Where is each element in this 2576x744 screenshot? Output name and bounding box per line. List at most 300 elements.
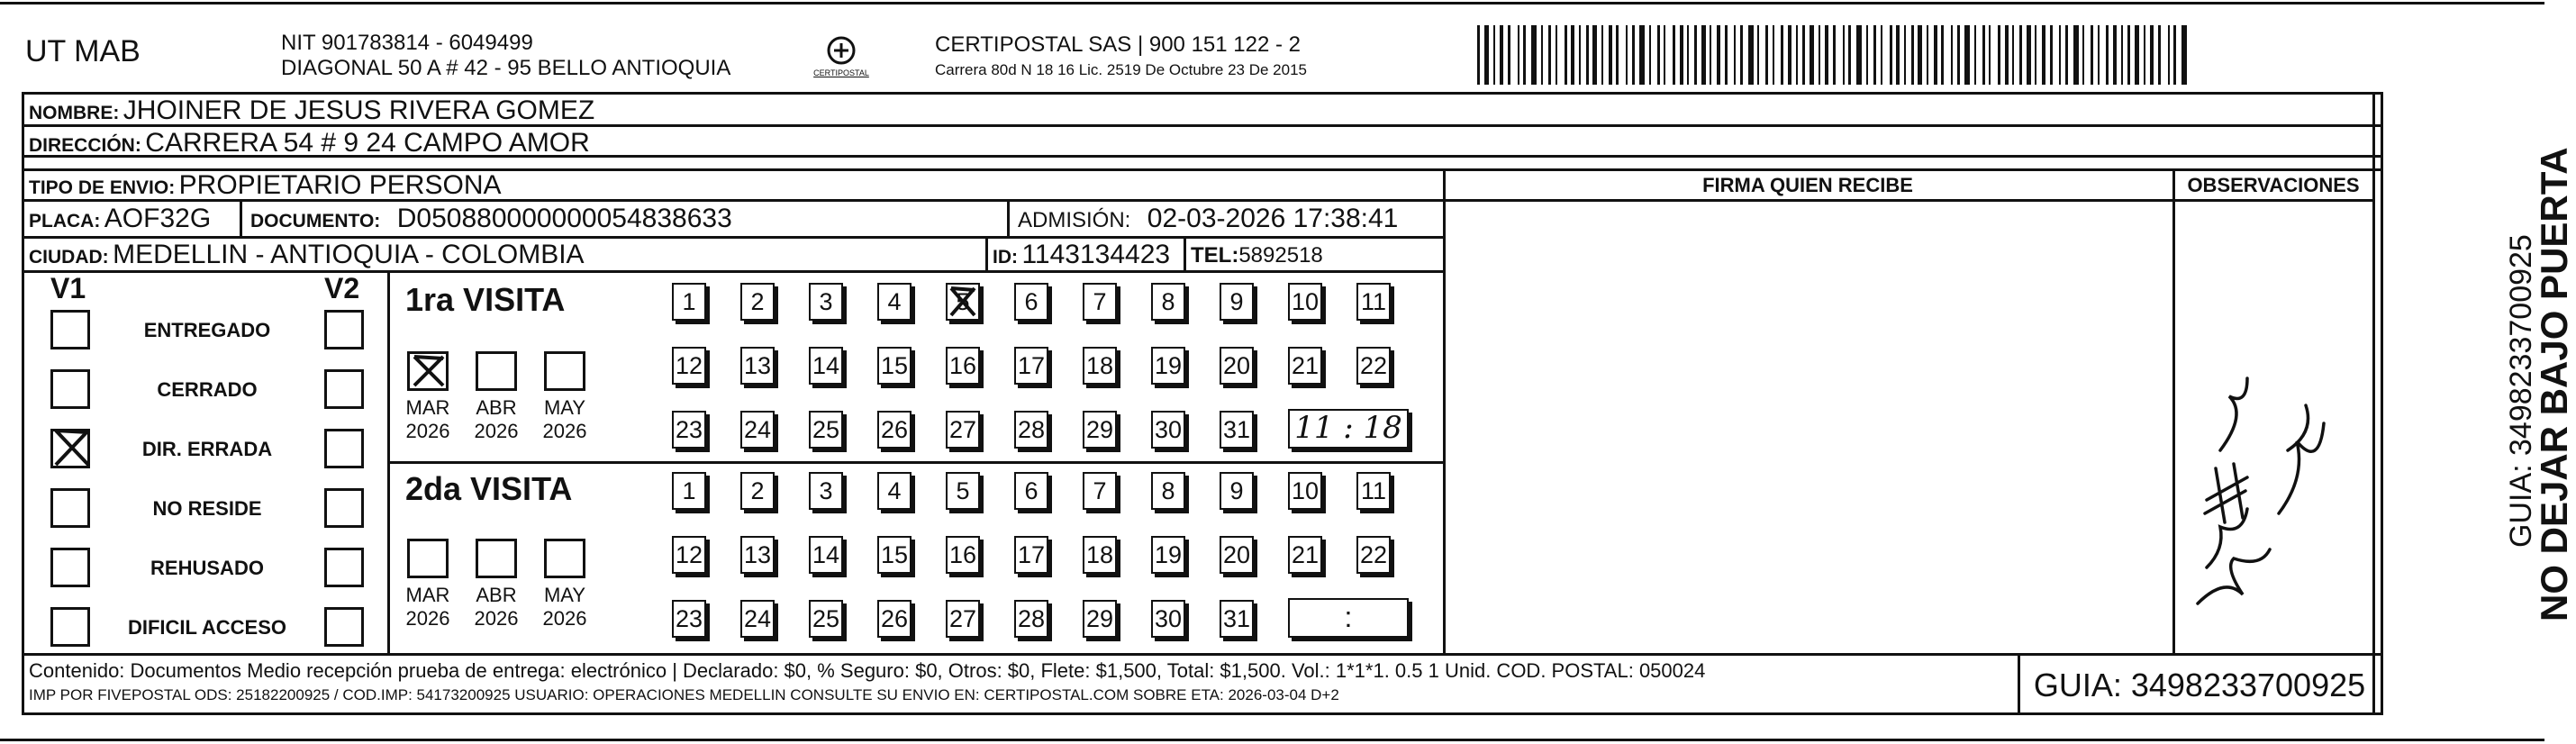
visit2-time[interactable]: : (1288, 598, 1409, 638)
day-number: 24 (743, 605, 772, 632)
day-number: 8 (1161, 477, 1175, 504)
day-number: 24 (743, 416, 772, 443)
tel-label: TEL: (1191, 243, 1239, 268)
barcode-bar (1866, 25, 1868, 85)
v2-checkbox[interactable] (324, 607, 364, 647)
barcode-bar (1673, 25, 1675, 85)
day-number: 10 (1291, 477, 1320, 504)
day-number: 29 (1085, 416, 1114, 443)
visit1-day[interactable] (1288, 283, 1322, 321)
visit1-day[interactable] (809, 411, 843, 449)
visit2-month-checkbox[interactable] (476, 539, 517, 578)
barcode-bar (2005, 25, 2009, 85)
carrier-info (935, 32, 1307, 79)
visit2-day[interactable] (809, 600, 843, 638)
visit1-day[interactable] (1083, 347, 1117, 385)
day-number: 18 (1085, 541, 1114, 568)
visit1-month-checkmark (411, 353, 447, 389)
visit2-month-checkbox[interactable] (407, 539, 449, 578)
barcode-bar (2065, 25, 2068, 85)
certipostal-logo (814, 32, 868, 86)
visit2-day[interactable] (946, 536, 980, 574)
visit1-month-checkbox[interactable] (544, 351, 585, 391)
barcode-bar (2059, 25, 2061, 85)
visit2-day[interactable] (1220, 472, 1254, 510)
barcode-bar (1548, 25, 1551, 85)
barcode-bar (1592, 25, 1597, 85)
barcode-bar (1957, 25, 1960, 85)
id-value: 1143134423 (1021, 240, 1171, 269)
day-number: 8 (1161, 288, 1175, 315)
barcode-bar (1734, 25, 1736, 85)
visit2-day[interactable] (809, 472, 843, 510)
v2-checkbox[interactable] (324, 488, 364, 528)
day-number: 29 (1085, 605, 1114, 632)
barcode-bar (1649, 25, 1651, 85)
day-number: 25 (812, 416, 840, 443)
barcode-bar (1802, 25, 1805, 85)
day-number: 4 (887, 288, 902, 315)
barcode-bar (1927, 25, 1928, 85)
barcode-bar (1765, 25, 1768, 85)
day-number: 4 (887, 477, 902, 504)
barcode-bar (1856, 25, 1862, 85)
barcode-bar (1911, 25, 1914, 85)
visit1-day[interactable] (946, 347, 980, 385)
day-number: 6 (1024, 477, 1039, 504)
visit2-day[interactable] (740, 536, 775, 574)
day-number: 25 (812, 605, 840, 632)
v2-header: V2 (324, 272, 360, 304)
visit1-day[interactable] (1151, 411, 1185, 449)
barcode-bar (1680, 25, 1683, 85)
day-number: 1 (682, 477, 696, 504)
barcode-bar (2073, 25, 2079, 85)
day-number: 16 (948, 352, 977, 379)
handwritten-observation (2180, 333, 2351, 631)
visit2-day[interactable] (1014, 600, 1048, 638)
v2-checkbox[interactable] (324, 429, 364, 468)
barcode-bar (2121, 25, 2123, 85)
documento-cell (250, 204, 732, 234)
day-number: 26 (880, 605, 909, 632)
visit1-day[interactable] (877, 283, 912, 321)
month-name: MAY (543, 584, 586, 606)
visit1-day[interactable] (1014, 411, 1048, 449)
month-name: MAR (405, 396, 450, 419)
visit1-day[interactable] (1356, 347, 1391, 385)
barcode-bar (1586, 25, 1589, 85)
visit1-day[interactable] (740, 347, 775, 385)
footer-print-info: IMP POR FIVEPOSTAL ODS: 25182200925 / COD.IMP: 54173200925 USUARIO: OPERACIONES MEDELLIN CONSULTE SU ENVIO EN: CERTIPOSTAL.COM SOBRE ETA: 2026-03-04 D+2 (29, 686, 1339, 703)
side-guia: GUIA: 3498233700925 (2504, 234, 2538, 548)
visit2-day[interactable] (1151, 472, 1185, 510)
tel-cell (1191, 243, 1323, 268)
visit1-day[interactable] (740, 283, 775, 321)
day-number: 10 (1291, 288, 1320, 315)
visit2-day[interactable] (740, 600, 775, 638)
direccion-value: CARRERA 54 # 9 24 CAMPO AMOR (145, 128, 590, 158)
barcode-bar (2042, 25, 2045, 85)
visit1-day[interactable] (672, 283, 706, 321)
admision-cell (1018, 204, 1398, 234)
visit1-month-label (467, 396, 526, 443)
day-number: 23 (675, 605, 703, 632)
visit2-month-label (535, 584, 594, 631)
barcode-bar (2113, 25, 2117, 85)
day-number: 16 (948, 541, 977, 568)
visit2-day[interactable] (877, 472, 912, 510)
visit1-day[interactable] (1220, 411, 1254, 449)
month-year: 2026 (474, 420, 519, 442)
day-number: 20 (1222, 541, 1251, 568)
month-name: ABR (476, 396, 517, 419)
visit1-month-label (398, 396, 458, 443)
month-year: 2026 (542, 420, 587, 442)
visit1-day[interactable] (1288, 347, 1322, 385)
day-number: 3 (819, 288, 833, 315)
visit1-day[interactable] (672, 411, 706, 449)
visit1-day[interactable] (1220, 347, 1254, 385)
visit2-day[interactable] (946, 600, 980, 638)
day-number: 15 (880, 541, 909, 568)
visit1-day[interactable] (809, 283, 843, 321)
day-number: 27 (948, 416, 977, 443)
visit2-month-label (467, 584, 526, 631)
placa-value: AOF32G (104, 204, 212, 233)
visit1-day[interactable] (1014, 347, 1048, 385)
day-number: 26 (880, 416, 909, 443)
barcode-bar (1881, 25, 1882, 85)
barcode-bar (2098, 25, 2100, 85)
v2-checkbox[interactable] (324, 310, 364, 349)
barcode-bar (1710, 25, 1711, 85)
barcode (1477, 25, 2198, 85)
visit2-day[interactable] (1356, 536, 1391, 574)
barcode-bar (2082, 25, 2084, 85)
barcode-bar (1941, 25, 1944, 85)
visit1-day-checkmark (948, 285, 978, 319)
visit2-day[interactable] (672, 536, 706, 574)
barcode-bar (1757, 25, 1759, 85)
day-number: 30 (1154, 605, 1183, 632)
day-number: 28 (1017, 416, 1046, 443)
barcode-bar (1998, 25, 2000, 85)
barcode-bar (1781, 25, 1783, 85)
barcode-bar (2050, 25, 2053, 85)
day-number: 23 (675, 416, 703, 443)
visit2-title: 2da VISITA (405, 470, 573, 507)
day-number: 3 (819, 477, 833, 504)
v2-checkbox[interactable] (324, 369, 364, 409)
barcode-bar (1657, 25, 1660, 85)
tel-value: 5892518 (1238, 243, 1323, 268)
barcode-bar (2144, 25, 2145, 85)
direccion-label: DIRECCIÓN: (29, 135, 141, 156)
barcode-bar (1964, 25, 1970, 85)
barcode-bar (1556, 25, 1557, 85)
visit1-month-checkbox[interactable] (476, 351, 517, 391)
visit1-day[interactable] (1083, 411, 1117, 449)
status-label: NO RESIDE (152, 497, 262, 520)
nombre-row (29, 95, 594, 126)
barcode-bar (1632, 25, 1635, 85)
barcode-bar (1890, 25, 1892, 85)
barcode-bar (2135, 25, 2139, 85)
v1-checkmark (52, 427, 92, 468)
barcode-bar (1951, 25, 1953, 85)
visit2-day[interactable] (740, 472, 775, 510)
barcode-bar (1904, 25, 1906, 85)
barcode-bar (1523, 25, 1526, 85)
barcode-bar (1694, 25, 1697, 85)
day-number: 22 (1359, 352, 1388, 379)
day-number: 5 (956, 477, 970, 504)
barcode-bar (1989, 25, 1991, 85)
visit2-day[interactable] (1220, 600, 1254, 638)
v1-checkbox[interactable] (50, 310, 90, 349)
visit2-day[interactable] (1014, 536, 1048, 574)
barcode-bar (2106, 25, 2109, 85)
barcode-bar (1609, 25, 1612, 85)
barcode-bar (2150, 25, 2154, 85)
day-number: 22 (1359, 541, 1388, 568)
barcode-bar (1477, 25, 1480, 85)
v2-checkbox[interactable] (324, 548, 364, 587)
barcode-bar (2091, 25, 2093, 85)
visit2-day[interactable] (946, 472, 980, 510)
status-label: DIR. ERRADA (141, 438, 273, 460)
admision-label: ADMISIÓN: (1018, 208, 1131, 232)
status-label: DIFICIL ACCESO (127, 616, 286, 639)
visit1-time[interactable] (1288, 409, 1409, 449)
carrier-license: Carrera 80d N 18 16 Lic. 2519 De Octubre 23 De 2015 (935, 61, 1307, 78)
barcode-bar (2027, 25, 2031, 85)
visit2-day[interactable] (1151, 536, 1185, 574)
barcode-bar (1974, 25, 1976, 85)
day-number: 7 (1093, 477, 1107, 504)
visit1-title: 1ra VISITA (405, 281, 566, 318)
barcode-bar (1717, 25, 1720, 85)
tipo-label: TIPO DE ENVIO: (29, 177, 176, 198)
barcode-bar (1748, 25, 1754, 85)
visit1-day[interactable] (1220, 283, 1254, 321)
status-label: CERRADO (157, 378, 258, 401)
footer-contents: Contenido: Documentos Medio recepción prueba de entrega: electrónico | Declarado: $0, % Seguro: $0, Otros: $0, Flete: $1,500, Total: $1,500. Vol.: 1*1*1. 0.5 1 Unid. COD. POSTAL: 050024 (29, 659, 1706, 682)
day-number: 18 (1085, 352, 1114, 379)
sender-nit: NIT 901783814 - 6049499 (281, 31, 533, 55)
v1-header: V1 (50, 272, 86, 304)
footer-guia: GUIA: 3498233700925 (2033, 667, 2366, 703)
barcode-bar (2168, 25, 2170, 85)
visit2-day[interactable] (1151, 600, 1185, 638)
barcode-bar (1848, 25, 1851, 85)
v1-checkbox[interactable] (50, 607, 90, 647)
barcode-bar (1873, 25, 1876, 85)
tipo-value: PROPIETARIO PERSONA (178, 170, 502, 200)
day-number: 1 (682, 288, 696, 315)
visit2-day[interactable] (1083, 472, 1117, 510)
id-cell (993, 240, 1170, 270)
sender-info (281, 31, 730, 81)
day-number: 12 (675, 352, 703, 379)
barcode-bar (1616, 25, 1619, 85)
day-number: 19 (1154, 352, 1183, 379)
visit2-day[interactable] (672, 472, 706, 510)
month-name: MAR (405, 584, 450, 606)
visit1-day[interactable] (1083, 283, 1117, 321)
day-number: 27 (948, 605, 977, 632)
day-number: 9 (1229, 288, 1244, 315)
visit2-month-label (398, 584, 458, 631)
day-number: 17 (1017, 541, 1046, 568)
visit2-day[interactable] (1288, 472, 1322, 510)
sender-address: DIAGONAL 50 A # 42 - 95 BELLO ANTIOQUIA (281, 56, 731, 80)
day-number: 2 (750, 477, 765, 504)
documento-value: D050880000000054838633 (396, 204, 732, 233)
visit2-day[interactable] (1083, 536, 1117, 574)
logo-icon (814, 32, 868, 86)
logo-text: CERTIPOSTAL (813, 68, 869, 77)
barcode-bar (1819, 25, 1820, 85)
day-number: 9 (1229, 477, 1244, 504)
barcode-bar (1664, 25, 1665, 85)
day-number: 19 (1154, 541, 1183, 568)
barcode-bar (1796, 25, 1798, 85)
barcode-bar (1571, 25, 1574, 85)
day-number: 14 (812, 541, 840, 568)
status-label: ENTREGADO (143, 319, 271, 341)
day-number: 11 (1360, 288, 1387, 315)
v1-checkbox[interactable] (50, 548, 90, 587)
v1-checkbox[interactable] (50, 488, 90, 528)
admision-value: 02-03-2026 17:38:41 (1147, 204, 1399, 233)
barcode-bar (1725, 25, 1728, 85)
visit2-day[interactable] (1083, 600, 1117, 638)
day-number: 12 (675, 541, 703, 568)
day-number: 17 (1017, 352, 1046, 379)
placa-label: PLACA: (29, 211, 101, 231)
month-year: 2026 (542, 607, 587, 630)
barcode-bar (1788, 25, 1791, 85)
barcode-bar (1843, 25, 1845, 85)
v1-checkbox[interactable] (50, 369, 90, 409)
day-number: 28 (1017, 605, 1046, 632)
day-number: 6 (1024, 288, 1039, 315)
barcode-bar (1833, 25, 1836, 85)
observaciones-header: OBSERVACIONES (2187, 174, 2360, 196)
day-number: 20 (1222, 352, 1251, 379)
barcode-bar (1639, 25, 1645, 85)
day-number: 21 (1291, 352, 1320, 379)
tipo-row (29, 170, 502, 201)
ciudad-value: MEDELLIN - ANTIOQUIA - COLOMBIA (113, 240, 585, 269)
visit1-day[interactable] (672, 347, 706, 385)
day-number: 31 (1222, 605, 1251, 632)
visit1-day[interactable] (877, 411, 912, 449)
barcode-bar (1896, 25, 1900, 85)
day-number: 30 (1154, 416, 1183, 443)
barcode-bar (1773, 25, 1774, 85)
documento-label: DOCUMENTO: (250, 211, 381, 231)
barcode-bar (1541, 25, 1543, 85)
barcode-bar (1687, 25, 1689, 85)
barcode-bar (1500, 25, 1503, 85)
month-year: 2026 (405, 607, 450, 630)
barcode-bar (1531, 25, 1537, 85)
visit2-day[interactable] (1356, 472, 1391, 510)
visit2-day[interactable] (672, 600, 706, 638)
day-number: 2 (750, 288, 765, 315)
carrier-name: CERTIPOSTAL SAS | 900 151 122 - 2 (935, 32, 1301, 57)
visit2-day[interactable] (877, 536, 912, 574)
barcode-bar (1934, 25, 1937, 85)
barcode-bar (1565, 25, 1567, 85)
day-number: 13 (743, 541, 772, 568)
visit2-day[interactable] (1288, 536, 1322, 574)
day-number: 5 (956, 288, 970, 315)
barcode-bar (1810, 25, 1814, 85)
visit1-month-label (535, 396, 594, 443)
month-year: 2026 (474, 607, 519, 630)
barcode-bar (1493, 25, 1495, 85)
placa-cell (29, 204, 211, 234)
visit2-day[interactable] (877, 600, 912, 638)
status-label: REHUSADO (150, 557, 264, 579)
barcode-bar (1508, 25, 1510, 85)
visit2-day[interactable] (809, 536, 843, 574)
barcode-bar (1740, 25, 1743, 85)
day-number: 7 (1093, 288, 1107, 315)
day-number: 14 (812, 352, 840, 379)
visit1-day[interactable] (877, 347, 912, 385)
day-number: 11 (1360, 477, 1387, 504)
barcode-bar (1601, 25, 1603, 85)
month-name: ABR (476, 584, 517, 606)
barcode-bar (1579, 25, 1581, 85)
barcode-bar (2181, 25, 2187, 85)
visit1-day[interactable] (740, 411, 775, 449)
barcode-bar (1825, 25, 1828, 85)
ciudad-label: CIUDAD: (29, 247, 109, 268)
barcode-bar (1518, 25, 1519, 85)
barcode-bar (2035, 25, 2036, 85)
day-number: 21 (1291, 541, 1320, 568)
visit1-day[interactable] (1151, 283, 1185, 321)
day-number: 15 (880, 352, 909, 379)
visit1-day[interactable] (809, 347, 843, 385)
nombre-value: JHOINER DE JESUS RIVERA GOMEZ (122, 95, 595, 125)
barcode-bar (1484, 25, 1489, 85)
visit1-time-value: 11 : 18 (1294, 410, 1402, 446)
visit2-month-checkbox[interactable] (544, 539, 585, 578)
visit2-day[interactable] (1220, 536, 1254, 574)
visit2-day[interactable] (1014, 472, 1048, 510)
barcode-bar (1626, 25, 1628, 85)
barcode-bar (2173, 25, 2176, 85)
visit1-day[interactable] (946, 411, 980, 449)
ciudad-cell (29, 240, 585, 270)
barcode-bar (2127, 25, 2130, 85)
visit1-day[interactable] (1014, 283, 1048, 321)
day-number: 13 (743, 352, 772, 379)
visit1-day[interactable] (1151, 347, 1185, 385)
day-number: 31 (1222, 416, 1251, 443)
visit1-day[interactable] (1356, 283, 1391, 321)
barcode-bar (1982, 25, 1985, 85)
direccion-row (29, 128, 590, 159)
barcode-bar (1701, 25, 1706, 85)
